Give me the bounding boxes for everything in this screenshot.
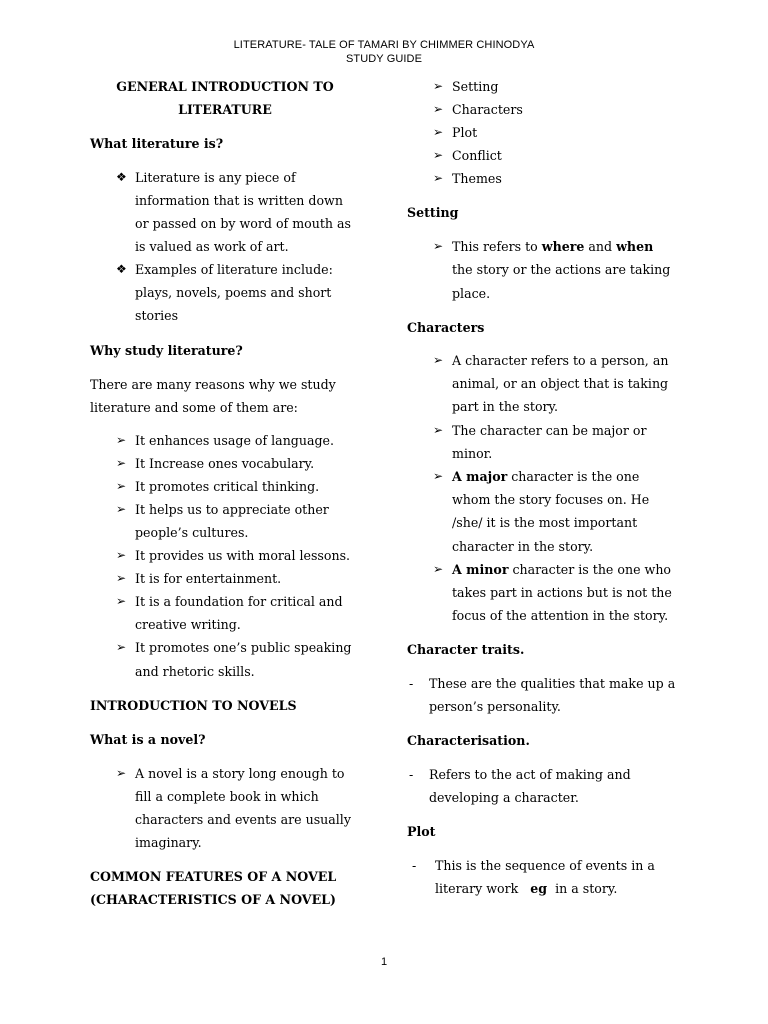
heading-what-novel: What is a novel? xyxy=(90,732,206,747)
heading-common-features-sub: (CHARACTERISTICS OF A NOVEL) xyxy=(90,892,336,907)
list-item-line: A major character is the one xyxy=(452,469,640,484)
list-item-line: focus of the attention in the story. xyxy=(452,608,669,623)
list-item-line: It provides us with moral lessons. xyxy=(135,548,351,563)
dash-bullet-icon: - xyxy=(409,676,414,691)
list-item-line: imaginary. xyxy=(135,835,202,850)
document-header-subtitle: STUDY GUIDE xyxy=(345,53,423,65)
arrow-bullet-icon: ➢ xyxy=(433,469,444,483)
list-item-line: takes part in actions but is not the xyxy=(452,585,672,600)
heading-character-traits: Character traits. xyxy=(407,642,525,657)
heading-common-features: COMMON FEATURES OF A NOVEL xyxy=(90,869,337,884)
dash-bullet-icon: - xyxy=(412,858,417,873)
heading-why-study: Why study literature? xyxy=(90,343,243,358)
heading-setting: Setting xyxy=(407,205,459,220)
section-title-general-intro: GENERAL INTRODUCTION TO xyxy=(116,79,334,94)
heading-what-literature: What literature is? xyxy=(90,136,224,151)
list-item-line: It Increase ones vocabulary. xyxy=(135,456,315,471)
arrow-bullet-icon: ➢ xyxy=(116,502,127,516)
list-item-line: whom the story focuses on. He xyxy=(452,492,650,507)
list-item-line: or passed on by word of mouth as xyxy=(135,216,351,231)
heading-characters: Characters xyxy=(407,320,485,335)
list-item-line: These are the qualities that make up a xyxy=(429,676,676,691)
list-item-line: fill a complete book in which xyxy=(135,789,319,804)
arrow-bullet-icon: ➢ xyxy=(433,353,444,367)
feature-item: Plot xyxy=(452,125,478,140)
arrow-bullet-icon: ➢ xyxy=(433,125,444,139)
list-item-line: The character can be major or xyxy=(452,423,647,438)
page-number: 1 xyxy=(380,956,388,968)
heading-characterisation: Characterisation. xyxy=(407,733,530,748)
list-item-line: minor. xyxy=(452,446,493,461)
list-item-line: A novel is a story long enough to xyxy=(135,766,345,781)
arrow-bullet-icon: ➢ xyxy=(116,456,127,470)
arrow-bullet-icon: ➢ xyxy=(433,102,444,116)
list-item-line: developing a character. xyxy=(429,790,579,805)
arrow-bullet-icon: ➢ xyxy=(433,79,444,93)
list-item-line: creative writing. xyxy=(135,617,241,632)
arrow-bullet-icon: ➢ xyxy=(116,433,127,447)
list-item-line: It is for entertainment. xyxy=(135,571,282,586)
arrow-bullet-icon: ➢ xyxy=(433,562,444,576)
list-item-line: is valued as work of art. xyxy=(135,239,289,254)
arrow-bullet-icon: ➢ xyxy=(116,640,127,654)
list-item-line: people’s cultures. xyxy=(135,525,249,540)
diamond-bullet-icon: ❖ xyxy=(116,170,127,184)
arrow-bullet-icon: ➢ xyxy=(116,479,127,493)
list-item-line: This refers to where and when xyxy=(452,239,654,254)
dash-bullet-icon: - xyxy=(409,767,414,782)
list-item-line: person’s personality. xyxy=(429,699,561,714)
list-item-line: animal, or an object that is taking xyxy=(452,376,669,391)
feature-item: Setting xyxy=(452,79,499,94)
diamond-bullet-icon: ❖ xyxy=(116,262,127,276)
list-item-line: It is a foundation for critical and xyxy=(135,594,343,609)
arrow-bullet-icon: ➢ xyxy=(433,423,444,437)
list-item-line: This is the sequence of events in a xyxy=(435,858,655,873)
list-item-line: /she/ it is the most important xyxy=(452,515,638,530)
arrow-bullet-icon: ➢ xyxy=(116,766,127,780)
list-item-line: literary work eg in a story. xyxy=(435,881,618,896)
list-item-line: characters and events are usually xyxy=(135,812,351,827)
list-item-line: Literature is any piece of xyxy=(135,170,296,185)
list-item-line: character in the story. xyxy=(452,539,594,554)
heading-plot: Plot xyxy=(407,824,436,839)
list-item-line: It promotes one’s public speaking xyxy=(135,640,352,655)
arrow-bullet-icon: ➢ xyxy=(116,571,127,585)
list-item-line: It promotes critical thinking. xyxy=(135,479,320,494)
list-item-line: place. xyxy=(452,286,491,301)
list-item-line: part in the story. xyxy=(452,399,558,414)
feature-item: Characters xyxy=(452,102,523,117)
heading-intro-novels: INTRODUCTION TO NOVELS xyxy=(90,698,297,713)
arrow-bullet-icon: ➢ xyxy=(433,171,444,185)
list-item-line: Examples of literature include: xyxy=(135,262,333,277)
list-item-line: A minor character is the one who xyxy=(452,562,672,577)
list-item-line: It enhances usage of language. xyxy=(135,433,334,448)
list-item-line: information that is written down xyxy=(135,193,343,208)
arrow-bullet-icon: ➢ xyxy=(433,239,444,253)
document-header-title: LITERATURE- TALE OF TAMARI BY CHIMMER CHINODYA xyxy=(233,39,535,51)
feature-item: Conflict xyxy=(452,148,502,163)
list-item-line: It helps us to appreciate other xyxy=(135,502,329,517)
section-title-literature: LITERATURE xyxy=(178,102,272,117)
arrow-bullet-icon: ➢ xyxy=(433,148,444,162)
feature-item: Themes xyxy=(452,171,502,186)
arrow-bullet-icon: ➢ xyxy=(116,548,127,562)
list-item-line: Refers to the act of making and xyxy=(429,767,631,782)
list-item-line: A character refers to a person, an xyxy=(452,353,669,368)
paragraph-line: literature and some of them are: xyxy=(90,400,298,415)
list-item-line: the story or the actions are taking xyxy=(452,262,671,277)
list-item-line: plays, novels, poems and short xyxy=(135,285,332,300)
arrow-bullet-icon: ➢ xyxy=(116,594,127,608)
list-item-line: stories xyxy=(135,308,179,323)
paragraph-line: There are many reasons why we study xyxy=(90,377,336,392)
list-item-line: and rhetoric skills. xyxy=(135,664,255,679)
